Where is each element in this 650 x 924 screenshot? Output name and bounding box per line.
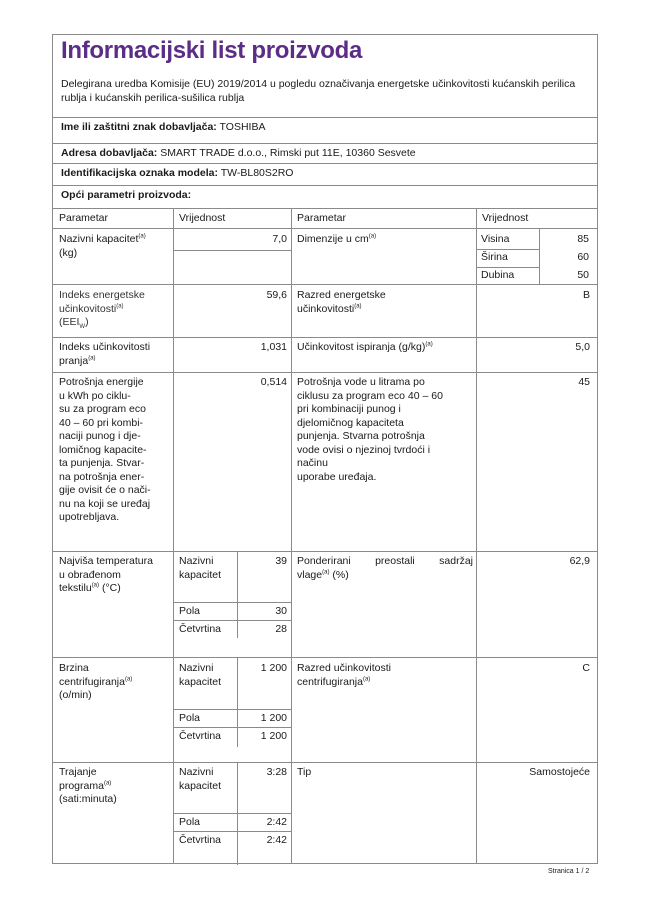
spin-class-value: C xyxy=(582,662,590,674)
moisture-label: Ponderirani preostali sadržaj vlage$^{(a)}$ (%) xyxy=(297,555,473,581)
spin-class-label: Razred učinkovitosti centrifugiranja$^{(a)}$ xyxy=(297,662,391,688)
depth-label: Dubina xyxy=(481,269,515,281)
divider xyxy=(53,143,597,144)
spin-quarter-value: 1 200 xyxy=(260,730,287,742)
rinsing-value: 5,0 xyxy=(575,341,590,353)
divider xyxy=(173,709,291,710)
header-value-2: Vrijednost xyxy=(482,212,529,224)
model-label: Identifikacijska oznaka modela: xyxy=(61,167,218,179)
header-parameter-1: Parametar xyxy=(59,212,109,224)
address-label: Adresa dobavljača: xyxy=(61,147,158,159)
address-row xyxy=(61,147,416,159)
page-number: Stranica 1 / 2 xyxy=(548,868,590,875)
column-divider xyxy=(173,208,174,864)
column-divider xyxy=(291,208,292,864)
column-divider xyxy=(476,208,477,864)
capacity-value: 7,0 xyxy=(272,233,287,245)
capacity-label: Nazivni kapacitet$^{(a)}$ (kg) xyxy=(59,233,146,259)
duration-rated-value: 3:28 xyxy=(266,766,287,778)
dimensions-label: Dimenzije u $cm^{(a)}$ xyxy=(297,233,377,245)
divider xyxy=(53,762,597,763)
divider xyxy=(53,185,597,186)
water-consumption-value: 45 xyxy=(578,376,590,388)
general-params-heading: Opći parametri proizvoda: xyxy=(61,189,192,201)
max-temperature-label: Najviša temperatura u obrađenom tekstilu$^{(a)}$ (°C) xyxy=(59,555,153,594)
spin-rated-value: 1 200 xyxy=(260,662,287,674)
column-divider xyxy=(237,551,238,638)
eei-label: Indeks energetske učinkovitosti$^{(a)}$ $(EEI_W)$ xyxy=(59,289,145,331)
spin-half-value: 1 200 xyxy=(260,712,287,724)
divider xyxy=(53,551,597,552)
divider xyxy=(53,284,597,285)
temp-rated-label: Nazivni kapacitet xyxy=(179,555,222,581)
energy-consumption-value: 0,514 xyxy=(260,376,287,388)
product-information-sheet xyxy=(52,34,598,864)
divider xyxy=(53,337,597,338)
divider xyxy=(53,163,597,164)
model-row xyxy=(61,167,293,179)
divider xyxy=(173,620,291,621)
temp-quarter-value: 28 xyxy=(275,623,287,635)
duration-half-label: Pola xyxy=(179,816,201,828)
regulation-subtitle: Delegirana uredba Komisije (EU) 2019/2014 u pogledu označivanja energetske učinkovitosti kućanskih perilica rublja i kućanskih perilica-sušilica rublja xyxy=(61,78,576,104)
width-value: 60 xyxy=(577,251,589,263)
spin-speed-label: Brzina centrifugiranja$^{(a)}$ (o/min) xyxy=(59,662,133,701)
address-value: SMART TRADE d.o.o., Rimski put 11E, 10360 Sesvete xyxy=(160,147,416,159)
divider xyxy=(173,727,291,728)
divider xyxy=(53,117,597,118)
duration-quarter-label: Četvrtina xyxy=(179,834,222,846)
divider xyxy=(476,249,540,250)
temp-half-value: 30 xyxy=(275,605,287,617)
efficiency-index-label: Indeks učinkovitosti pranja$^{(a)}$ xyxy=(59,341,151,367)
column-divider xyxy=(539,228,540,284)
width-label: Širina xyxy=(481,251,508,263)
header-value-1: Vrijednost xyxy=(179,212,226,224)
spin-quarter-label: Četvrtina xyxy=(179,730,222,742)
divider xyxy=(476,267,540,268)
temp-quarter-label: Četvrtina xyxy=(179,623,222,635)
duration-quarter-value: 2:42 xyxy=(266,834,287,846)
height-value: 85 xyxy=(577,233,589,245)
spin-rated-label: Nazivni kapacitet xyxy=(179,662,222,688)
column-divider xyxy=(237,657,238,747)
divider xyxy=(173,831,291,832)
temp-rated-value: 39 xyxy=(275,555,287,567)
duration-label: Trajanje programa$^{(a)}$ (sati:minuta) xyxy=(59,766,117,805)
spin-half-label: Pola xyxy=(179,712,201,724)
type-value: Samostojeće xyxy=(529,766,590,778)
supplier-label: Ime ili zaštitni znak dobavljača: xyxy=(61,121,217,133)
table-top-border xyxy=(53,208,597,209)
rinsing-label: Učinkovitost ispiranja $(g/kg)^{(a)}$ xyxy=(297,341,433,353)
column-divider xyxy=(237,762,238,865)
model-value: TW-BL80S2RO xyxy=(220,167,294,179)
divider xyxy=(53,228,597,229)
divider xyxy=(173,813,291,814)
duration-rated-label: Nazivni kapacitet xyxy=(179,766,222,792)
duration-half-value: 2:42 xyxy=(266,816,287,828)
depth-value: 50 xyxy=(577,269,589,281)
type-label: Tip xyxy=(297,766,312,778)
document-title: Informacijski list proizvoda xyxy=(61,37,363,64)
divider xyxy=(53,372,597,373)
supplier-value: TOSHIBA xyxy=(219,121,266,133)
divider xyxy=(53,657,597,658)
divider xyxy=(173,602,291,603)
energy-consumption-label: Potrošnja energije u kWh po ciklu- su za program eco 40 – 60 pri kombi- naciji punog i dje- lomičnog kapacite- ta punjenja. Stvar- na potrošnja ener- gije ovisit će o nači- nu na koji se uređaj upotrebljava. xyxy=(59,376,151,523)
header-parameter-2: Parametar xyxy=(297,212,347,224)
moisture-value: 62,9 xyxy=(569,555,590,567)
eei-value: 59,6 xyxy=(266,289,287,301)
efficiency-index-value: 1,031 xyxy=(260,341,287,353)
height-label: Visina xyxy=(481,233,510,245)
energy-class-value: B xyxy=(582,289,590,301)
temp-half-label: Pola xyxy=(179,605,201,617)
divider xyxy=(173,250,291,251)
supplier-row xyxy=(61,121,265,133)
energy-class-label: Razred energetske učinkovitosti$^{(a)}$ xyxy=(297,289,386,315)
water-consumption-label: Potrošnja vode u litrama po ciklusu za program eco 40 – 60 pri kombinaciji punog i djelomičnog kapaciteta punjenja. Stvarna potrošnja vode ovisi o njezinoj tvrdoći i načinu uporabe uređaja. xyxy=(297,376,443,483)
